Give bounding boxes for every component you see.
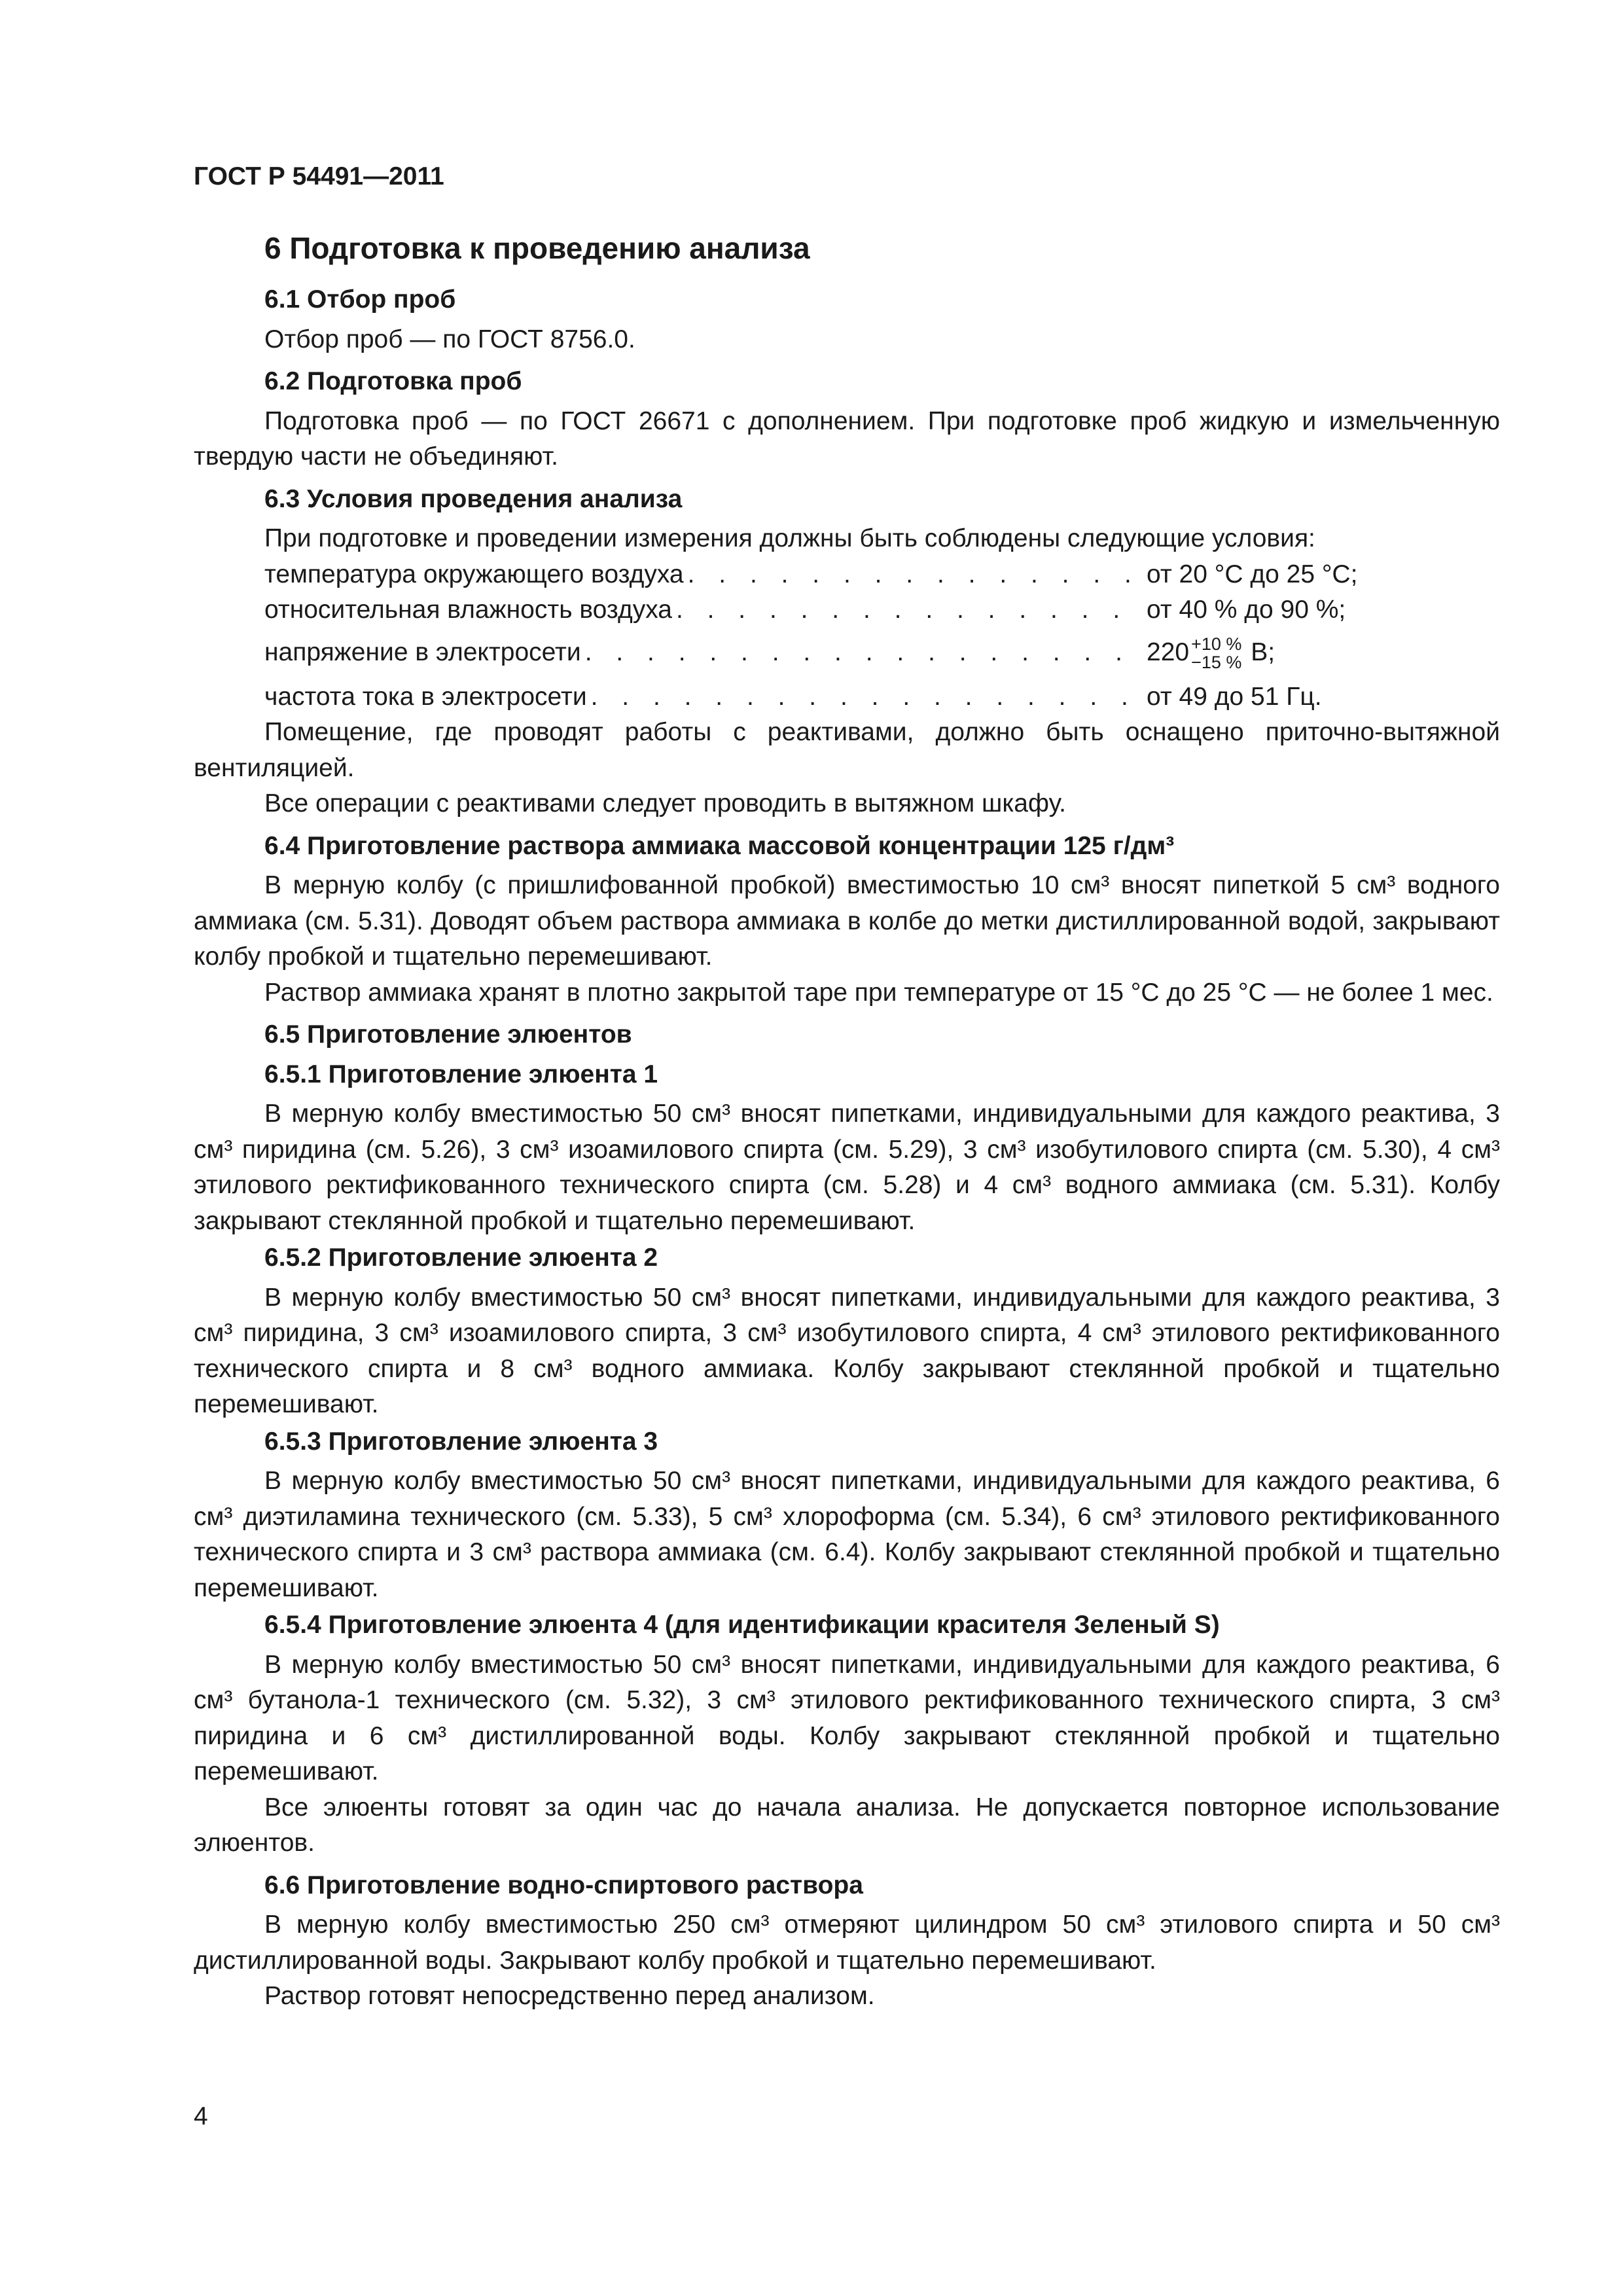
paragraph-6-3-intro: При подготовке и проведении измерения должны быть соблюдены следующие условия:	[264, 524, 1315, 552]
voltage-tolerance	[1191, 635, 1241, 672]
heading-6-6: 6.6 Приготовление водно-спиртового раствора	[264, 1871, 863, 1899]
paragraph-6-1: Отбор проб — по ГОСТ 8756.0.	[264, 325, 635, 353]
tolerance-minus: −15 %	[1191, 653, 1242, 673]
condition-label: температура окружающего воздуха	[264, 560, 684, 588]
paragraph-6-5-1: В мерную колбу вместимостью 50 см³ вносят пипетками, индивидуальными для каждого реактива, 3 см³ пиридина (см. 5.26), 3 см³ изоамилового спирта (см. 5.29), 3 см³ изобутилового спирта (см. 5.30), 4 см³ этилового ректификованного технического спирта (см. 5.28) и 4 см³ водного аммиака (см. 5.31). Колбу закрывают стеклянной пробкой и тщательно перемешивают.	[194, 1100, 1500, 1235]
leader-dots	[585, 631, 1143, 674]
paragraph-6-6-2: Раствор готовят непосредственно перед анализом.	[264, 1982, 875, 2010]
paragraph-6-5-3: В мерную колбу вместимостью 50 см³ вносят пипетками, индивидуальными для каждого реактива, 6 см³ диэтиламина технического (см. 5.33), 5 см³ хлороформа (см. 5.34), 6 см³ этилового ректификованного технического спирта и 3 см³ раствора аммиака (см. 6.4). Колбу закрывают стеклянной пробкой и тщательно перемешивают.	[194, 1467, 1500, 1602]
condition-value: от 40 % до 90 %;	[1147, 596, 1346, 624]
page-number: 4	[194, 2102, 208, 2130]
leader-dots	[688, 557, 1143, 593]
paragraph-6-2: Подготовка проб — по ГОСТ 26671 с дополнением. При подготовке проб жидкую и измельченную твердую части не объединяют.	[194, 406, 1500, 471]
condition-temperature	[264, 557, 1500, 593]
condition-humidity	[264, 592, 1500, 628]
condition-label: напряжение в электросети	[264, 637, 581, 666]
document-body	[194, 226, 1500, 2015]
section-title: 6 Подготовка к проведению анализа	[264, 231, 810, 265]
paragraph-6-5-2: В мерную колбу вместимостью 50 см³ вносят пипетками, индивидуальными для каждого реактива, 3 см³ пиридина, 3 см³ изоамилового спирта, 3 см³ изобутилового спирта, 4 см³ этилового ректификованного технического спирта и 8 см³ водного аммиака. Колбу закрывают стеклянной пробкой и тщательно перемешивают.	[194, 1283, 1500, 1418]
condition-value: от 20 °С до 25 °С;	[1147, 560, 1358, 588]
voltage-unit: В;	[1243, 637, 1275, 666]
paragraph-6-6-1: В мерную колбу вместимостью 250 см³ отмеряют цилиндром 50 см³ этилового спирта и 50 см³ дистиллированной воды. Закрывают колбу пробкой и тщательно перемешивают.	[194, 1910, 1500, 1975]
heading-6-4: 6.4 Приготовление раствора аммиака массовой концентрации 125 г/дм³	[264, 831, 1175, 860]
condition-label: частота тока в электросети	[264, 682, 587, 711]
leader-dots	[676, 592, 1143, 628]
document-header: ГОСТ Р 54491—2011	[194, 162, 444, 190]
paragraph-6-5-note: Все элюенты готовят за один час до начала анализа. Не допускается повторное использование элюентов.	[194, 1793, 1500, 1857]
heading-6-5-3: 6.5.3 Приготовление элюента 3	[264, 1427, 658, 1456]
paragraph-6-4-1: В мерную колбу (с пришлифованной пробкой) вместимостью 10 см³ вносят пипеткой 5 см³ водного аммиака (см. 5.31). Доводят объем раствора аммиака в колбе до метки дистиллированной водой, закрывают колбу пробкой и тщательно перемешивают.	[194, 871, 1500, 971]
condition-voltage	[264, 631, 1500, 674]
condition-value	[1147, 631, 1500, 674]
condition-value: от 49 до 51 Гц.	[1147, 682, 1322, 711]
heading-6-5-2: 6.5.2 Приготовление элюента 2	[264, 1244, 658, 1272]
paragraph-6-5-4: В мерную колбу вместимостью 50 см³ вносят пипетками, индивидуальными для каждого реактива, 6 см³ бутанола-1 технического (см. 5.32), 3 см³ этилового ректификованного технического спирта, 3 см³ пиридина и 6 см³ дистиллированной воды. Колбу закрывают стеклянной пробкой и тщательно перемешивают.	[194, 1650, 1500, 1785]
heading-6-3: 6.3 Условия проведения анализа	[264, 484, 683, 513]
paragraph-6-3-fume-hood: Все операции с реактивами следует проводить в вытяжном шкафу.	[264, 789, 1067, 817]
voltage-nominal: 220	[1147, 637, 1190, 666]
heading-6-5-1: 6.5.1 Приготовление элюента 1	[264, 1060, 658, 1088]
leader-dots	[591, 679, 1143, 715]
condition-label: относительная влажность воздуха	[264, 596, 672, 624]
heading-6-1: 6.1 Отбор проб	[264, 285, 456, 314]
heading-6-5-4: 6.5.4 Приготовление элюента 4 (для идентификации красителя Зеленый S)	[264, 1611, 1220, 1639]
heading-6-5: 6.5 Приготовление элюентов	[264, 1020, 632, 1049]
heading-6-2: 6.2 Подготовка проб	[264, 367, 522, 395]
tolerance-plus: +10 %	[1191, 634, 1242, 655]
paragraph-6-3-ventilation: Помещение, где проводят работы с реактивами, должно быть оснащено приточно-вытяжной вентиляцией.	[194, 718, 1500, 782]
paragraph-6-4-2: Раствор аммиака хранят в плотно закрытой таре при температуре от 15 °С до 25 °С — не более 1 мес.	[264, 978, 1493, 1007]
condition-frequency	[264, 679, 1500, 715]
